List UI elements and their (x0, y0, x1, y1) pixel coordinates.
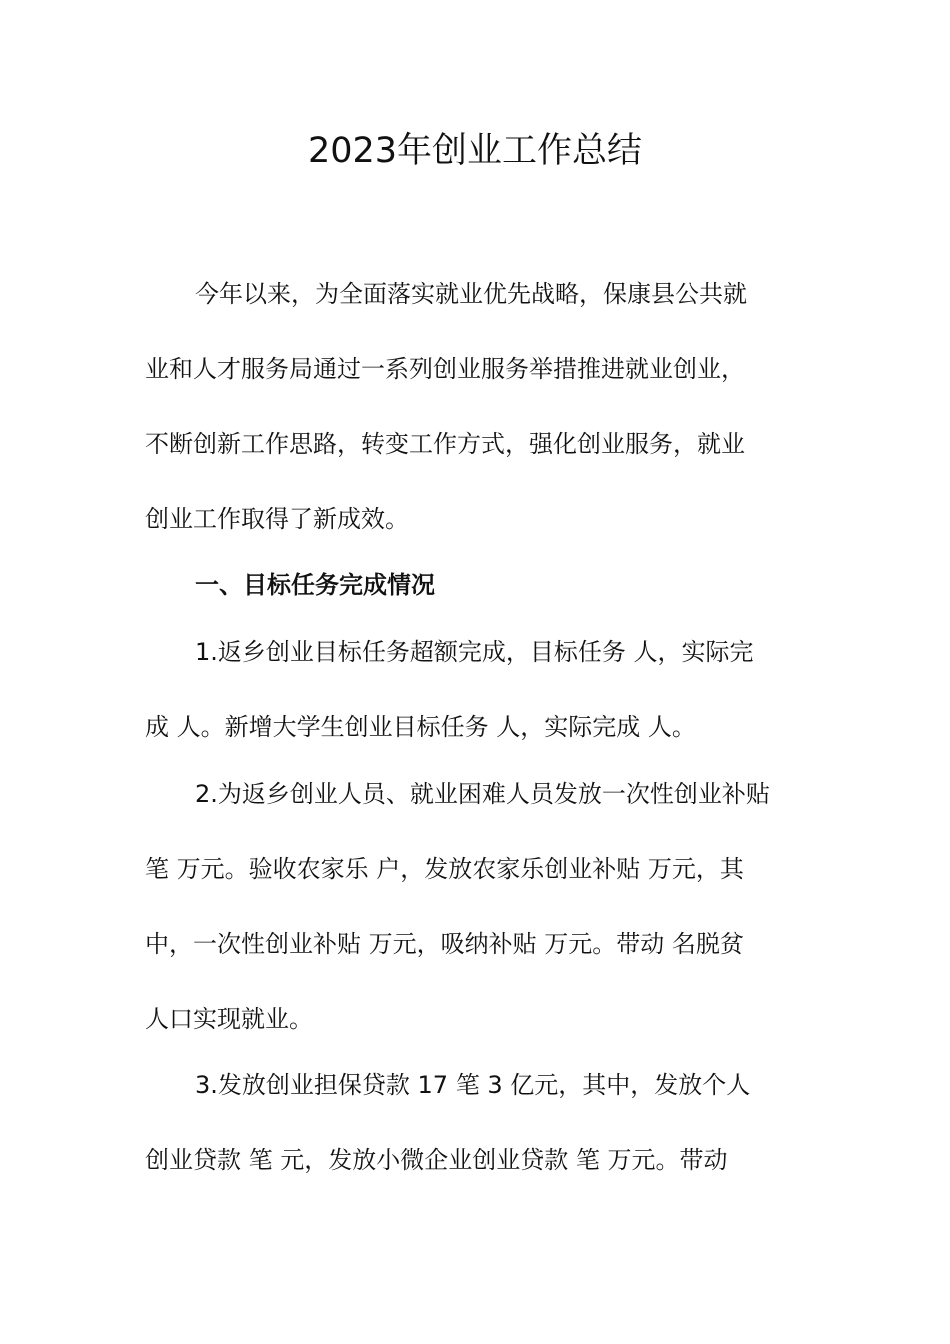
item-3-line: 创业贷款 笔 元，发放小微企业创业贷款 笔 万元。带动 (145, 1146, 728, 1174)
document-title: 2023年创业工作总结 (307, 131, 643, 171)
intro-line: 不断创新工作思路，转变工作方式，强化创业服务，就业 (145, 430, 745, 458)
item-2-line: 人口实现就业。 (145, 1005, 313, 1033)
item-2-line: 中，一次性创业补贴 万元，吸纳补贴 万元。带动 名脱贫 (145, 930, 744, 958)
item-3-line: 3.发放创业担保贷款 17 笔 3 亿元，其中，发放个人 (195, 1071, 751, 1099)
intro-line: 创业工作取得了新成效。 (145, 505, 409, 533)
intro-line: 业和人才服务局通过一系列创业服务举措推进就业创业， (145, 355, 745, 383)
intro-line: 今年以来，为全面落实就业优先战略，保康县公共就 (195, 280, 747, 308)
section-heading: 一、目标任务完成情况 (195, 571, 435, 599)
item-2-line: 2.为返乡创业人员、就业困难人员发放一次性创业补贴 (195, 780, 770, 808)
item-1-line: 1.返乡创业目标任务超额完成，目标任务 人，实际完 (195, 638, 754, 666)
item-2-line: 笔 万元。验收农家乐 户，发放农家乐创业补贴 万元，其 (145, 855, 744, 883)
item-1-line: 成 人。新增大学生创业目标任务 人，实际完成 人。 (145, 713, 696, 741)
